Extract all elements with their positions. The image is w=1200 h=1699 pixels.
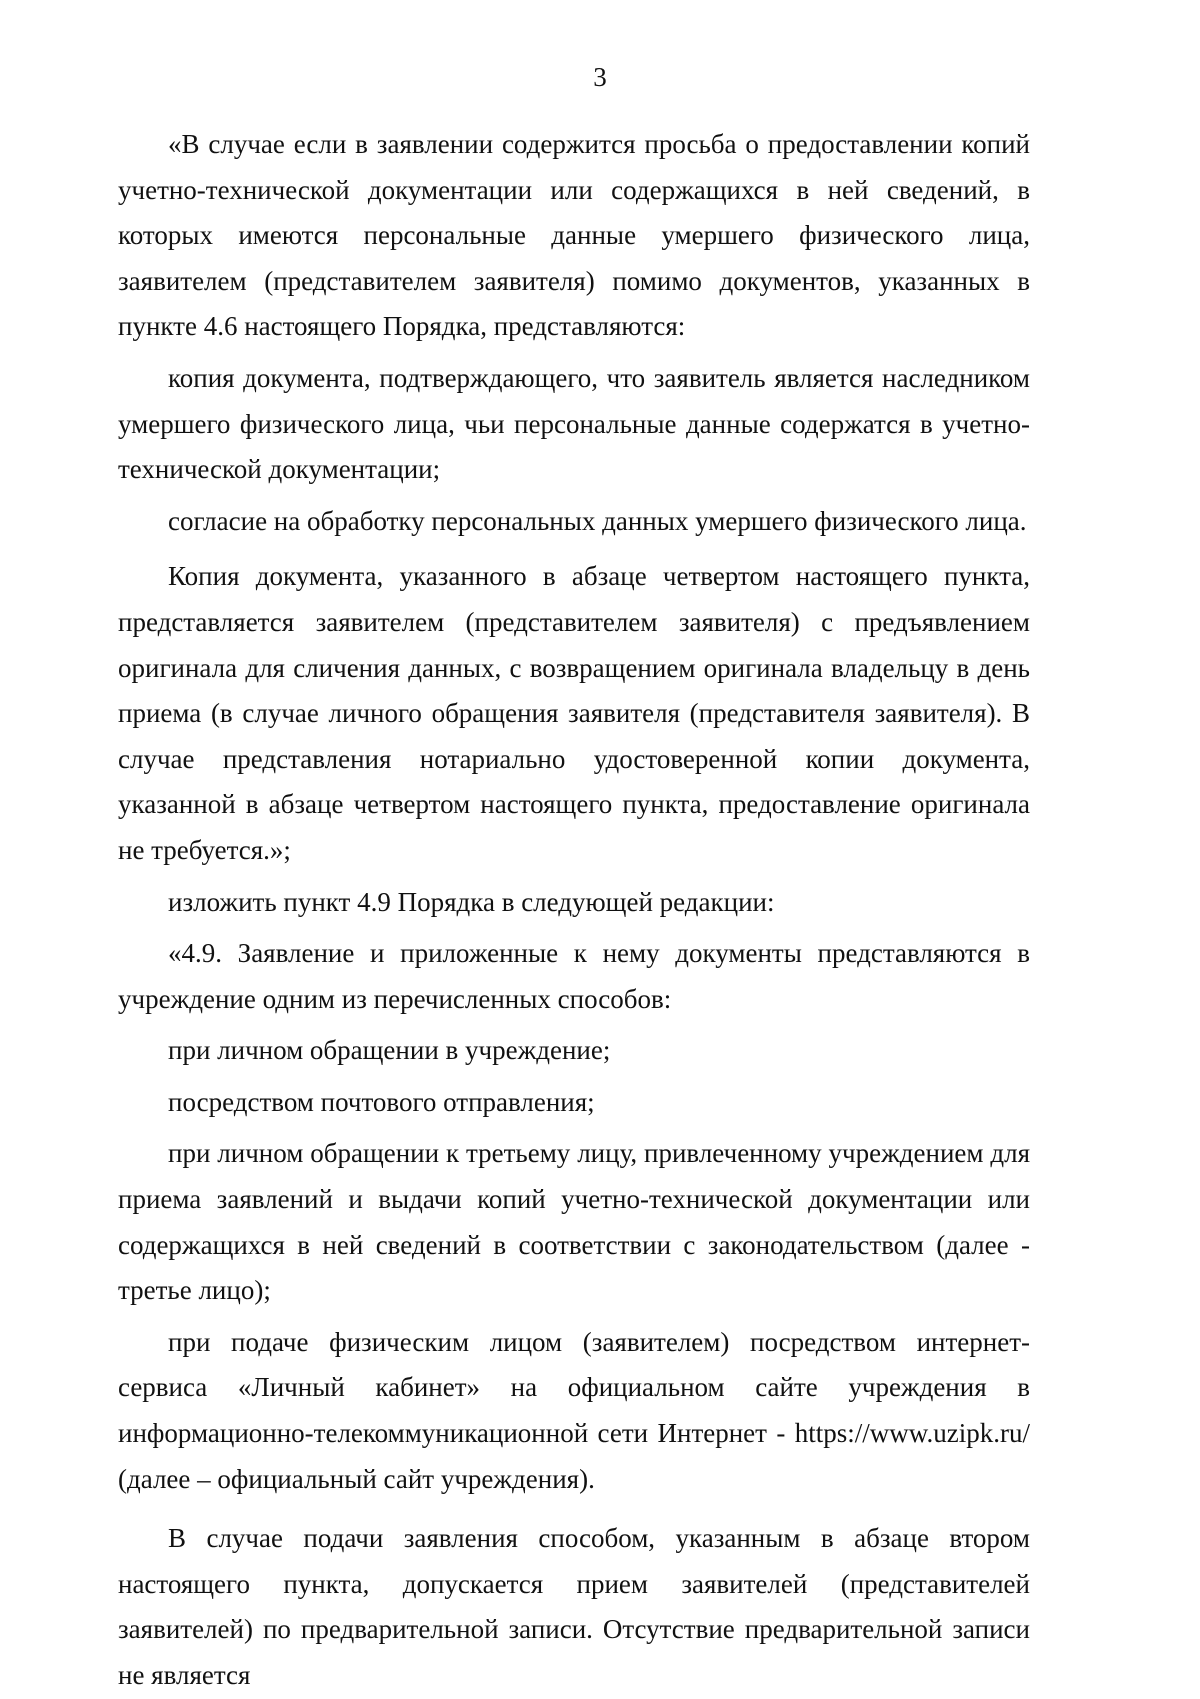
paragraph-appointment: В случае подачи заявления способом, указанным в абзаце втором настоящего пункта, допускается прием заявителей (представителей заявителей) по предварительной записи. Отсутствие предварительной записи не является xyxy=(118,1523,1030,1690)
paragraph-heir-document-copy: копия документа, подтверждающего, что заявитель является наследником умершего физического лица, чьи персональные данные содержатся в учетно-технической документации; xyxy=(118,362,1030,485)
paragraph-method-post: посредством почтового отправления; xyxy=(168,1086,595,1117)
paragraph-4-9-methods: «4.9. Заявление и приложенные к нему документы представляются в учреждение одним из перечисленных способов: xyxy=(118,938,1030,1014)
document-body xyxy=(118,122,1030,1699)
page-number: 3 xyxy=(593,62,607,92)
paragraph-copy-presentation: Копия документа, указанного в абзаце четвертом настоящего пункта, представляется заявителем (представителем заявителя) с предъявлением оригинала для сличения данных, с возвращением оригинала владельцу в день приема (в случае личного обращения заявителя (представителя заявителя). В случае представления нотариально удостоверенной копии документа, указанной в абзаце четвертом настоящего пункта, предоставление оригинала не требуется.»; xyxy=(118,561,1030,865)
paragraph-method-third-party: при личном обращении к третьему лицу, привлеченному учреждением для приема заявлений и выдачи копий учетно-технической документации или содержащихся в ней сведений в соответствии с законодательством (далее - третье лицо); xyxy=(118,1138,1030,1306)
paragraph-method-online: при подаче физическим лицом (заявителем) посредством интернет-сервиса «Личный кабинет» на официальном сайте учреждения в информационно-телекоммуникационной сети Интернет - https://www.uzipk.ru/ (далее – официальный сайт учреждения). xyxy=(118,1326,1030,1494)
paragraph-consent: согласие на обработку персональных данных умершего физического лица. xyxy=(168,505,1027,536)
paragraph-deceased-data-request: «В случае если в заявлении содержится просьба о предоставлении копий учетно-технической документации или содержащихся в ней сведений, в которых имеются персональные данные умершего физического лица, заявителем (представителем заявителя) помимо документов, указанных в пункте 4.6 настоящего Порядка, представляются: xyxy=(118,129,1030,342)
paragraph-amend-4-9: изложить пункт 4.9 Порядка в следующей редакции: xyxy=(168,886,775,917)
paragraph-method-in-person: при личном обращении в учреждение; xyxy=(168,1035,611,1066)
